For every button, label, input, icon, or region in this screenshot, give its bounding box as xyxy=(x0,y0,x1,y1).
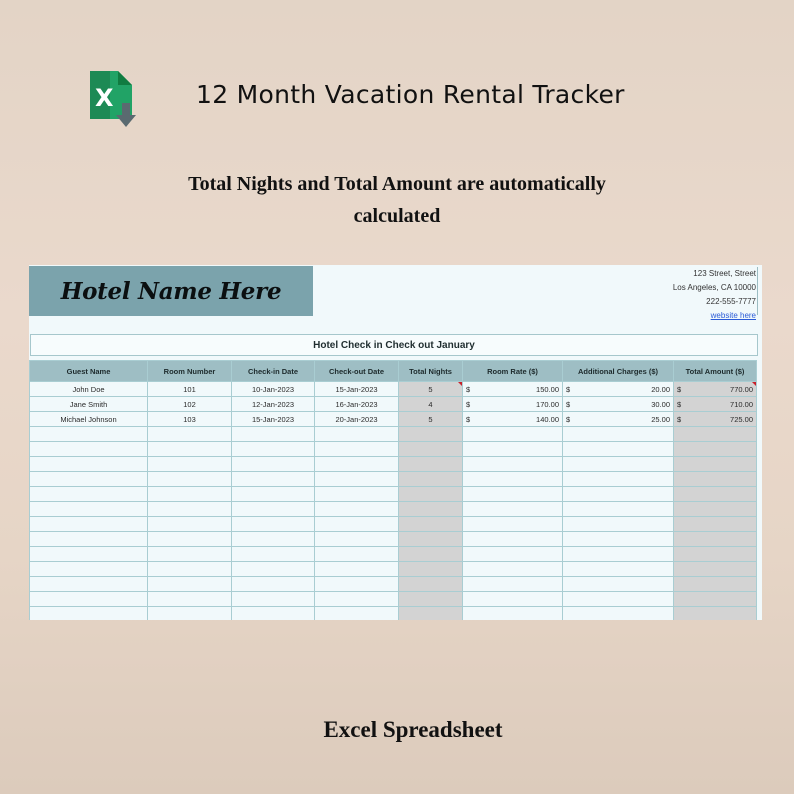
total-nights-cell[interactable] xyxy=(399,532,463,547)
total-nights-cell[interactable] xyxy=(399,547,463,562)
check-in-cell[interactable] xyxy=(232,607,315,621)
total-nights-cell[interactable] xyxy=(399,577,463,592)
room-number-cell[interactable] xyxy=(148,472,232,487)
room-number-cell[interactable] xyxy=(148,532,232,547)
guest-name-cell[interactable]: Jane Smith xyxy=(30,397,148,412)
check-in-cell[interactable]: 15-Jan-2023 xyxy=(232,412,315,427)
guest-name-cell[interactable] xyxy=(30,547,148,562)
check-out-cell[interactable] xyxy=(315,547,399,562)
check-out-cell[interactable] xyxy=(315,592,399,607)
check-in-cell[interactable] xyxy=(232,502,315,517)
currency-symbol: $ xyxy=(566,384,571,394)
guest-name-cell[interactable] xyxy=(30,427,148,442)
check-out-cell[interactable] xyxy=(315,532,399,547)
check-out-cell[interactable] xyxy=(315,577,399,592)
check-out-cell[interactable] xyxy=(315,457,399,472)
check-out-cell[interactable] xyxy=(315,562,399,577)
empty-row xyxy=(30,607,757,621)
empty-row xyxy=(30,457,757,472)
check-in-cell[interactable] xyxy=(232,472,315,487)
additional-charges-value: 25.00 xyxy=(651,414,670,424)
total-amount-cell[interactable] xyxy=(674,382,757,397)
total-amount-cell[interactable] xyxy=(674,412,757,427)
table-row xyxy=(30,382,757,397)
check-out-cell[interactable] xyxy=(315,502,399,517)
guest-name-cell[interactable] xyxy=(30,577,148,592)
total-nights-cell[interactable] xyxy=(399,502,463,517)
guest-name-cell[interactable]: Michael Johnson xyxy=(30,412,148,427)
room-number-cell[interactable] xyxy=(148,502,232,517)
check-out-cell[interactable] xyxy=(315,427,399,442)
address-street: 123 Street, Street xyxy=(693,269,756,278)
empty-row xyxy=(30,442,757,457)
empty-row xyxy=(30,562,757,577)
website-link[interactable]: website here xyxy=(710,311,756,320)
currency-symbol: $ xyxy=(466,399,471,409)
subtitle-text: Total Nights and Total Amount are automatically calculated xyxy=(188,173,606,227)
room-rate-cell[interactable] xyxy=(463,517,563,532)
currency-symbol: $ xyxy=(566,414,571,424)
total-nights-cell[interactable]: 4 xyxy=(399,397,463,412)
total-amount-cell[interactable] xyxy=(674,472,757,487)
additional-charges-cell[interactable] xyxy=(563,412,674,427)
check-out-cell[interactable]: 15-Jan-2023 xyxy=(315,382,399,397)
total-amount-value: 770.00 xyxy=(730,384,753,394)
guest-name-cell[interactable] xyxy=(30,487,148,502)
check-in-cell[interactable] xyxy=(232,577,315,592)
hotel-address xyxy=(673,267,756,323)
check-in-cell[interactable]: 10-Jan-2023 xyxy=(232,382,315,397)
currency-symbol: $ xyxy=(677,384,682,394)
empty-row xyxy=(30,472,757,487)
room-rate-cell[interactable] xyxy=(463,412,563,427)
check-in-cell[interactable] xyxy=(232,592,315,607)
total-amount-cell[interactable] xyxy=(674,607,757,621)
room-rate-cell[interactable] xyxy=(463,592,563,607)
total-nights-cell[interactable] xyxy=(399,457,463,472)
additional-charges-cell[interactable] xyxy=(563,397,674,412)
additional-charges-value: 20.00 xyxy=(651,384,670,394)
table-title[interactable]: Hotel Check in Check out January xyxy=(30,334,758,356)
table-row xyxy=(30,412,757,427)
total-amount-cell[interactable] xyxy=(674,427,757,442)
check-out-cell[interactable] xyxy=(315,442,399,457)
additional-charges-cell[interactable] xyxy=(563,547,674,562)
total-amount-value: 725.00 xyxy=(730,414,753,424)
empty-row xyxy=(30,547,757,562)
col-header-room-rate[interactable]: Room Rate ($) xyxy=(463,361,563,382)
check-out-cell[interactable]: 20-Jan-2023 xyxy=(315,412,399,427)
room-number-cell[interactable] xyxy=(148,562,232,577)
room-number-cell[interactable] xyxy=(148,592,232,607)
check-out-cell[interactable] xyxy=(315,517,399,532)
header-row xyxy=(30,361,757,382)
room-rate-cell[interactable] xyxy=(463,382,563,397)
total-nights-cell[interactable] xyxy=(399,562,463,577)
total-nights-cell[interactable] xyxy=(399,487,463,502)
total-nights-cell[interactable] xyxy=(399,607,463,621)
total-nights-cell[interactable] xyxy=(399,442,463,457)
empty-row xyxy=(30,577,757,592)
col-header-total-amount[interactable]: Total Amount ($) xyxy=(674,361,757,382)
total-nights-cell[interactable]: 5 xyxy=(399,412,463,427)
check-out-cell[interactable] xyxy=(315,607,399,621)
check-in-cell[interactable]: 12-Jan-2023 xyxy=(232,397,315,412)
col-header-total-nights[interactable]: Total Nights xyxy=(399,361,463,382)
currency-symbol: $ xyxy=(466,384,471,394)
room-rate-cell[interactable] xyxy=(463,442,563,457)
empty-row xyxy=(30,532,757,547)
address-divider xyxy=(757,267,758,315)
check-in-cell[interactable] xyxy=(232,442,315,457)
guest-name-cell[interactable] xyxy=(30,517,148,532)
guest-name-cell[interactable] xyxy=(30,607,148,621)
additional-charges-cell[interactable] xyxy=(563,532,674,547)
room-rate-cell[interactable] xyxy=(463,562,563,577)
total-amount-cell[interactable] xyxy=(674,487,757,502)
page-title: 12 Month Vacation Rental Tracker xyxy=(196,80,625,109)
col-header-additional-charges[interactable]: Additional Charges ($) xyxy=(563,361,674,382)
empty-row xyxy=(30,502,757,517)
room-number-cell[interactable] xyxy=(148,607,232,621)
bookings-table xyxy=(29,360,757,620)
footer-caption: Excel Spreadsheet xyxy=(323,717,503,742)
room-number-cell[interactable] xyxy=(148,457,232,472)
guest-name-cell[interactable] xyxy=(30,502,148,517)
guest-name-cell[interactable] xyxy=(30,592,148,607)
room-number-cell[interactable] xyxy=(148,517,232,532)
col-header-check-in[interactable]: Check-in Date xyxy=(232,361,315,382)
currency-symbol: $ xyxy=(566,399,571,409)
address-phone: 222-555-7777 xyxy=(706,297,756,306)
additional-charges-value: 30.00 xyxy=(651,399,670,409)
room-rate-cell[interactable] xyxy=(463,427,563,442)
room-rate-cell[interactable] xyxy=(463,547,563,562)
room-rate-cell[interactable] xyxy=(463,532,563,547)
check-in-cell[interactable] xyxy=(232,547,315,562)
check-out-cell[interactable] xyxy=(315,487,399,502)
excel-letter: X xyxy=(95,84,114,112)
room-rate-cell[interactable] xyxy=(463,472,563,487)
col-header-guest-name[interactable]: Guest Name xyxy=(30,361,148,382)
check-out-cell[interactable] xyxy=(315,472,399,487)
room-number-cell[interactable] xyxy=(148,427,232,442)
guest-name-cell[interactable] xyxy=(30,442,148,457)
currency-symbol: $ xyxy=(677,399,682,409)
additional-charges-cell[interactable] xyxy=(563,472,674,487)
total-nights-cell[interactable] xyxy=(399,592,463,607)
additional-charges-cell[interactable] xyxy=(563,487,674,502)
room-number-cell[interactable] xyxy=(148,442,232,457)
guest-name-cell[interactable] xyxy=(30,532,148,547)
total-amount-value: 710.00 xyxy=(730,399,753,409)
total-amount-cell[interactable] xyxy=(674,547,757,562)
total-amount-cell[interactable] xyxy=(674,502,757,517)
col-header-room-number[interactable]: Room Number xyxy=(148,361,232,382)
room-rate-value: 170.00 xyxy=(536,399,559,409)
check-in-cell[interactable] xyxy=(232,517,315,532)
total-amount-cell[interactable] xyxy=(674,562,757,577)
total-nights-cell[interactable] xyxy=(399,472,463,487)
guest-name-cell[interactable] xyxy=(30,562,148,577)
hotel-banner[interactable] xyxy=(29,266,313,316)
guest-name-cell[interactable] xyxy=(30,457,148,472)
additional-charges-cell[interactable] xyxy=(563,577,674,592)
check-in-cell[interactable] xyxy=(232,427,315,442)
room-rate-cell[interactable] xyxy=(463,577,563,592)
room-number-cell[interactable]: 103 xyxy=(148,412,232,427)
additional-charges-cell[interactable] xyxy=(563,382,674,397)
room-number-cell[interactable]: 101 xyxy=(148,382,232,397)
total-amount-cell[interactable] xyxy=(674,442,757,457)
empty-row xyxy=(30,517,757,532)
excel-icon xyxy=(86,69,140,129)
room-number-cell[interactable] xyxy=(148,547,232,562)
hotel-name: Hotel Name Here xyxy=(60,277,282,305)
room-number-cell[interactable] xyxy=(148,577,232,592)
check-in-cell[interactable] xyxy=(232,532,315,547)
room-number-cell[interactable] xyxy=(148,487,232,502)
room-rate-value: 140.00 xyxy=(536,414,559,424)
currency-symbol: $ xyxy=(466,414,471,424)
additional-charges-cell[interactable] xyxy=(563,427,674,442)
additional-charges-cell[interactable] xyxy=(563,592,674,607)
total-amount-cell[interactable] xyxy=(674,397,757,412)
empty-row xyxy=(30,487,757,502)
currency-symbol: $ xyxy=(677,414,682,424)
guest-name-cell[interactable] xyxy=(30,472,148,487)
total-amount-cell[interactable] xyxy=(674,592,757,607)
additional-charges-cell[interactable] xyxy=(563,442,674,457)
room-rate-value: 150.00 xyxy=(536,384,559,394)
additional-charges-cell[interactable] xyxy=(563,607,674,621)
room-rate-cell[interactable] xyxy=(463,397,563,412)
empty-row xyxy=(30,592,757,607)
additional-charges-cell[interactable] xyxy=(563,517,674,532)
check-in-cell[interactable] xyxy=(232,562,315,577)
room-rate-cell[interactable] xyxy=(463,487,563,502)
total-nights-cell[interactable]: 5 xyxy=(399,382,463,397)
additional-charges-cell[interactable] xyxy=(563,457,674,472)
check-in-cell[interactable] xyxy=(232,457,315,472)
check-out-cell[interactable]: 16-Jan-2023 xyxy=(315,397,399,412)
table-row xyxy=(30,397,757,412)
additional-charges-cell[interactable] xyxy=(563,562,674,577)
total-amount-cell[interactable] xyxy=(674,457,757,472)
total-amount-cell[interactable] xyxy=(674,517,757,532)
check-in-cell[interactable] xyxy=(232,487,315,502)
guest-name-cell[interactable]: John Doe xyxy=(30,382,148,397)
total-amount-cell[interactable] xyxy=(674,577,757,592)
additional-charges-cell[interactable] xyxy=(563,502,674,517)
total-nights-cell[interactable] xyxy=(399,427,463,442)
room-rate-cell[interactable] xyxy=(463,502,563,517)
address-city: Los Angeles, CA 10000 xyxy=(672,283,756,292)
empty-row xyxy=(30,427,757,442)
total-amount-cell[interactable] xyxy=(674,532,757,547)
spreadsheet xyxy=(29,265,762,620)
col-header-check-out[interactable]: Check-out Date xyxy=(315,361,399,382)
room-rate-cell[interactable] xyxy=(463,457,563,472)
room-number-cell[interactable]: 102 xyxy=(148,397,232,412)
room-rate-cell[interactable] xyxy=(463,607,563,621)
total-nights-cell[interactable] xyxy=(399,517,463,532)
